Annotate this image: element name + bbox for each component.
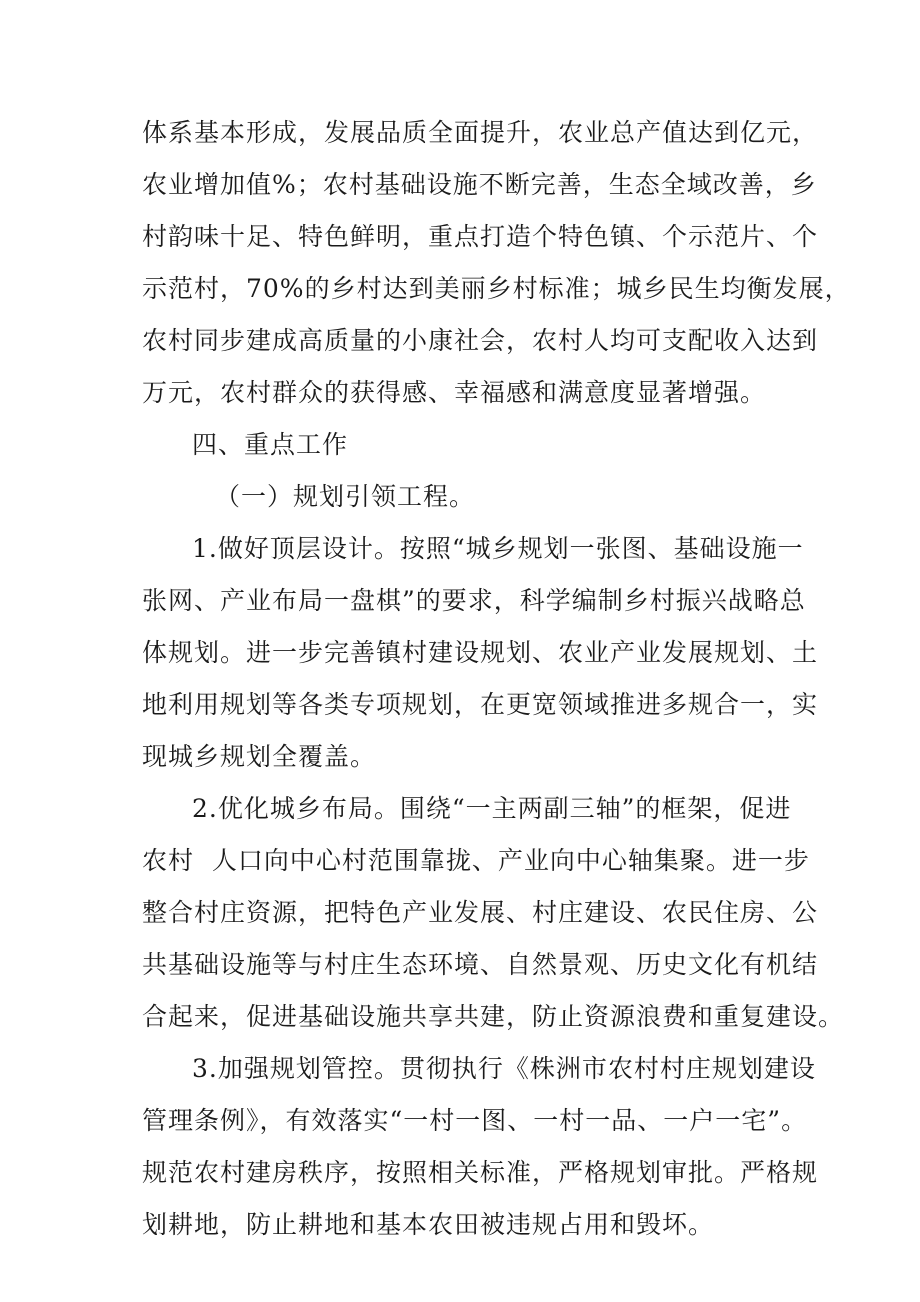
body-text-line: 2.优化城乡布局。围绕“一主两副三轴”的框架，促进 (192, 794, 792, 823)
body-text-line: 整合村庄资源，把特色产业发展、村庄建设、农民住房、公 (142, 898, 819, 927)
body-text-line: 合起来，促进基础设施共享共建，防止资源浪费和重复建设。 (142, 1002, 845, 1031)
body-text-line: 现城乡规划全覆盖。 (142, 742, 377, 771)
body-text-line: 农村 人口向中心村范围靠拢、产业向中心轴集聚。进一步 (142, 846, 810, 875)
body-text-line: 3.加强规划管控。贯彻执行《株洲市农村村庄规划建设 (192, 1054, 816, 1083)
body-text-line: 划耕地，防止耕地和基本农田被违规占用和毁坏。 (142, 1210, 715, 1239)
body-text-line: 共基础设施等与村庄生态环境、自然景观、历史文化有机结 (142, 950, 819, 979)
body-text-line: 村韵味十足、特色鲜明，重点打造个特色镇、个示范片、个 (142, 222, 819, 251)
subsection-heading: （一）规划引领工程。 (215, 482, 476, 511)
body-text-line: 农业增加值%；农村基础设施不断完善，生态全域改善，乡 (142, 170, 817, 199)
body-text-line: 管理条例》，有效落实“一村一图、一村一品、一户一宅”。 (142, 1106, 808, 1135)
body-text-line: 体规划。进一步完善镇村建设规划、农业产业发展规划、土 (142, 638, 819, 667)
body-text-line: 张网、产业布局一盘棋”的要求，科学编制乡村振兴战略总 (142, 586, 806, 615)
body-text-line: 示范村，70%的乡村达到美丽乡村标准；城乡民生均衡发展， (142, 274, 851, 303)
body-text-line: 万元，农村群众的获得感、幸福感和满意度显著增强。 (142, 378, 767, 407)
body-text-line: 1.做好顶层设计。按照“城乡规划一张图、基础设施一 (192, 534, 804, 563)
body-text-line: 体系基本形成，发展品质全面提升，农业总产值达到亿元， (142, 118, 819, 147)
body-text-line: 农村同步建成高质量的小康社会，农村人均可支配收入达到 (142, 326, 819, 355)
section-heading: 四、重点工作 (192, 430, 349, 459)
body-text-line: 规范农村建房秩序，按照相关标准，严格规划审批。严格规 (142, 1158, 819, 1187)
body-text-line: 地利用规划等各类专项规划，在更宽领域推进多规合一，实 (142, 690, 819, 719)
